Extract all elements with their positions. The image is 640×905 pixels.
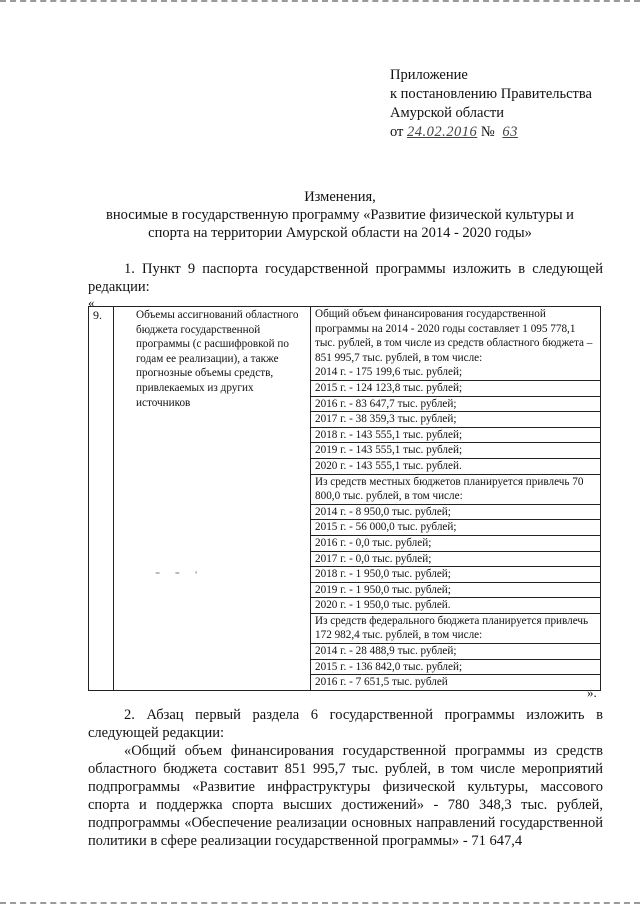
date-value: 24.02.2016 — [407, 124, 478, 140]
local-year: 2019 г. - 1 950,0 тыс. рублей; — [311, 583, 600, 599]
local-year: 2014 г. - 8 950,0 тыс. рублей; — [311, 505, 600, 521]
federal-year: 2015 г. - 136 842,0 тыс. рублей; — [311, 660, 600, 676]
paragraph-2-text: 2. Абзац первый раздела 6 государственной программы изложить в следующей редакции: — [88, 707, 603, 741]
regional-year: 2020 г. - 143 555,1 тыс. рублей. — [311, 459, 600, 475]
paragraph-3-text: «Общий объем финансирования государственной программы из средств областного бюджета составит 851 995,7 тыс. рублей, в том числе мероприятий подпрограммы «Развитие инфраструктуры физической культуры, массового спорта и поддержка спорта высших достижений» - 780 348,3 тыс. рублей, подпрограммы «Обеспечение реализации основных направлений государственной политики в сфере реализации государственной программы» - 71 647,4 — [88, 743, 603, 849]
title-line-3: спорта на территории Амурской области на 2014 - 2020 годы» — [148, 225, 532, 241]
federal-year: 2016 г. - 7 651,5 тыс. рублей — [315, 676, 448, 689]
appendix-block — [390, 66, 630, 142]
document-title — [60, 188, 620, 242]
row-number: 9. — [89, 307, 114, 691]
local-year: 2018 г. - 1 950,0 тыс. рублей; — [311, 567, 600, 583]
row-label: Объемы ассигнований областного бюджета государственной программы (с расшифровкой по годам ее реализации), а также прогнозные объемы средств, привлекаемых из других источников — [114, 307, 311, 691]
scan-smudge: ⁼ ⁼ ʻ — [155, 570, 204, 581]
number-value: 63 — [502, 124, 518, 140]
number-sign: № — [480, 124, 495, 140]
paragraph-2 — [88, 706, 603, 742]
paragraph-1 — [88, 260, 603, 296]
regional-year: 2018 г. - 143 555,1 тыс. рублей; — [311, 428, 600, 444]
funding-table — [88, 306, 601, 691]
quote-close: ». — [587, 685, 597, 700]
local-year: 2015 г. - 56 000,0 тыс. рублей; — [311, 520, 600, 536]
regional-year: 2017 г. - 38 359,3 тыс. рублей; — [311, 412, 600, 428]
total-text: Общий объем финансирования государственной программы на 2014 - 2020 годы составляет 1 095 778,1 тыс. рублей, в том числе из средств областного бюджета – 851 995,7 тыс. рублей, в том числе: — [315, 308, 593, 364]
local-year: 2020 г. - 1 950,0 тыс. рублей. — [311, 598, 600, 614]
appendix-line-1: Приложение — [390, 67, 468, 83]
regional-year: 2014 г. - 175 199,6 тыс. рублей; — [311, 365, 600, 381]
quote-open: « — [88, 295, 95, 310]
local-year: 2017 г. - 0,0 тыс. рублей; — [311, 552, 600, 568]
appendix-line-3: Амурской области — [390, 105, 504, 121]
regional-year: 2016 г. - 83 647,7 тыс. рублей; — [311, 397, 600, 413]
table-row — [89, 307, 601, 691]
title-line-1: Изменения, — [304, 189, 376, 205]
title-line-2: вносимые в государственную программу «Развитие физической культуры и — [106, 207, 574, 223]
appendix-line-2: к постановлению Правительства — [390, 86, 592, 102]
regional-year: 2019 г. - 143 555,1 тыс. рублей; — [311, 443, 600, 459]
date-prefix: от — [390, 124, 404, 140]
appendix-date-line — [390, 123, 630, 142]
federal-text: Из средств федерального бюджета планируется привлечь 172 982,4 тыс. рублей, в том числе: — [311, 614, 600, 644]
paragraph-3 — [88, 742, 603, 850]
bottom-scan-border — [0, 902, 640, 904]
local-year: 2016 г. - 0,0 тыс. рублей; — [311, 536, 600, 552]
paragraph-1-text: 1. Пункт 9 паспорта государственной программы изложить в следующей редакции: — [88, 261, 603, 295]
regional-year: 2015 г. - 124 123,8 тыс. рублей; — [311, 381, 600, 397]
local-text: Из средств местных бюджетов планируется привлечь 70 800,0 тыс. рублей, в том числе: — [311, 475, 600, 505]
federal-year: 2014 г. - 28 488,9 тыс. рублей; — [311, 644, 600, 660]
top-scan-border — [0, 0, 640, 2]
row-content — [311, 307, 601, 691]
